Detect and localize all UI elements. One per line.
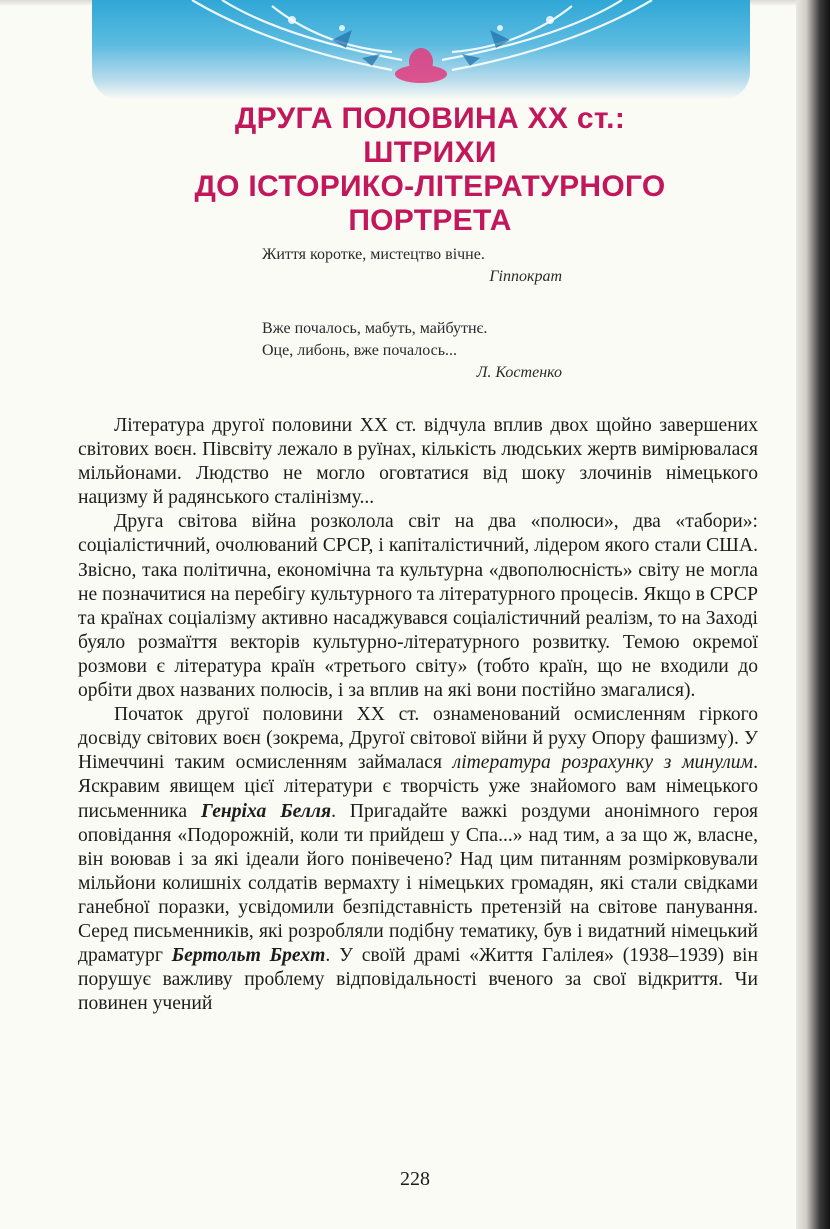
- chapter-title: [120, 102, 740, 238]
- epigraph-kostenko: [262, 318, 562, 384]
- paragraph-3-text: Початок другої половини XX ст. ознаменований осмисленням гіркого досвіду світових воєн (зокрема, Другої світової війни й руху Опору фашизму). У Німеччині таким осмисленням займалася: [78, 704, 758, 774]
- header-ornament: [92, 0, 750, 100]
- paragraph-2: Друга світова війна розколола світ на два «полюси», два «табори»: соціалістичний, очолюваний СРСР, і капіталістичний, лідером якого стали США. Звісно, така політична, економічна та культурна «двополюсність» світу не могла не позначитися на перебігу культурного та літературного процесів. Якщо в СРСР та країнах соціалізму активно насаджувався соціалістичний реалізм, то на Заході буяло розмаїття векторів культурно-літературного розвитку. Темою окремої розмови є література країн «третього світу» (тобто країн, що не входили до орбіти двох названих полюсів, і за вплив на які вони постійно змагалися).: [78, 511, 758, 702]
- epigraph-author: Гіппократ: [489, 268, 562, 285]
- paragraph-3-text: . Яскравим явищем цієї літератури є творчість уже знайомого вам німецького письменника: [78, 752, 758, 822]
- chapter-title-line-2: ШТРИХИ: [363, 136, 497, 169]
- paragraph-1: Література другої половини XX ст. відчула вплив двох щойно завершених світових воєн. Півсвіту лежало в руїнах, кількість людських жертв вимірювалася мільйонами. Людство не могло оговтатися від шоку злочинів німецького нацизму й радянського сталінізму...: [78, 415, 758, 509]
- author-name-boll: Генріха Белля: [200, 800, 332, 822]
- paragraph-3-text: . У своїй драмі «Життя Галілея» (1938–1939) він порушує важливу проблему відповідальності вченого за свої відкриття. Чи повинен учений: [78, 945, 758, 1015]
- floral-ornament-icon: [92, 0, 750, 100]
- author-name-brecht: Бертольт Брехт: [171, 945, 326, 967]
- chapter-title-line-1: ДРУГА ПОЛОВИНА XX ст.:: [234, 102, 626, 135]
- epigraph-author: Л. Костенко: [476, 364, 562, 381]
- book-spine-edge: [796, 0, 830, 1229]
- paragraph-3: [78, 703, 758, 1016]
- page-number: 228: [400, 1168, 430, 1190]
- epigraph-line: Вже почалось, мабуть, майбутнє.: [262, 320, 488, 337]
- paragraph-3-text: . Пригадайте важкі роздуми анонімного героя оповідання «Подорожній, коли ти прийдеш у Спа...» над тим, а за що ж, власне, він воював і за які ідеали його понівечено? Над цим питанням розмірковували мільйони колишніх солдатів вермахту і німецьких громадян, які стали свідками ганебної поразки, усвідомили безпідставність претензій на світове панування. Серед письменників, які розробляли подібну тематику, був і видатний німецький драматург: [78, 800, 758, 967]
- epigraph-line: Життя коротке, мистецтво вічне.: [262, 246, 485, 263]
- chapter-title-line-3: ДО ІСТОРИКО-ЛІТЕРАТУРНОГО: [194, 170, 666, 203]
- epigraph-hippocrates: [262, 244, 562, 288]
- chapter-title-line-4: ПОРТРЕТА: [348, 204, 512, 237]
- epigraph-line: Оце, либонь, вже почалось...: [262, 342, 458, 359]
- body-text: [78, 414, 758, 1016]
- emphasis-term: література розрахунку з минулим: [452, 752, 754, 774]
